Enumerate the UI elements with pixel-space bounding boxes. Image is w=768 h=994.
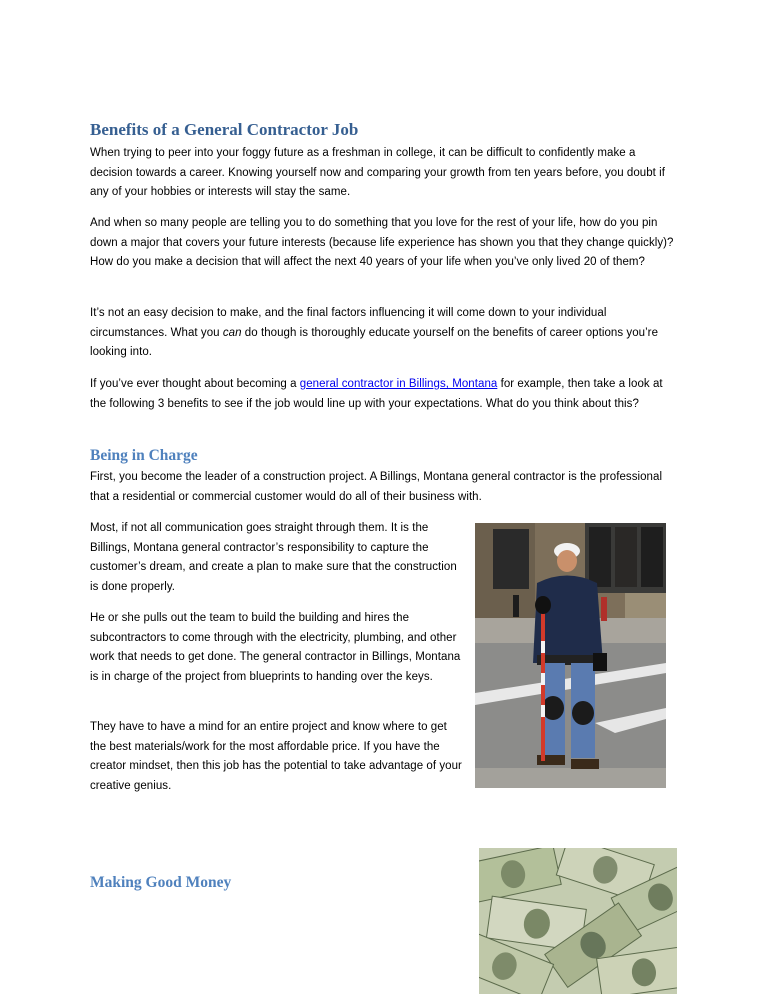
section-heading-making-good-money: Making Good Money — [90, 874, 232, 891]
contractor-worker-photo — [475, 523, 666, 788]
money-photo — [479, 848, 677, 994]
section-heading-being-in-charge: Being in Charge — [90, 447, 198, 464]
intro-paragraph-4 — [90, 375, 678, 414]
intro-paragraph-2: And when so many people are telling you to do something that you love for the rest of your life, how do you pin down a major that covers your future interests (because life experience has shown you that they change quickly)? How do you make a decision that will affect the next 40 years of your life when you’ve only lived 20 of them? — [90, 217, 674, 268]
intro-paragraph-4-text-b: for example, then take a look at the following 3 benefits to see if the job would line up with your expectations. What do you think about this? — [90, 378, 663, 410]
intro-paragraph-3-text-b: do though is thoroughly educate yourself on the benefits of career options you’re looking into. — [90, 326, 659, 358]
worker-illustration — [475, 523, 666, 788]
section1-paragraph-4: They have to have a mind for an entire project and know where to get the best materials/work for the most affordable price. If you have the creator mindset, then this job has the potential to take advantage of your creative genius. — [90, 721, 462, 792]
intro-paragraph-1: When trying to peer into your foggy future as a freshman in college, it can be difficult to confidently make a decision towards a career. Knowing yourself now and comparing your growth from ten years before, you doubt if any of your hobbies or interests will stay the same. — [90, 147, 666, 198]
section1-paragraph-2: Most, if not all communication goes straight through them. It is the Billings, Montana general contractor’s responsibility to capture the customer’s dream, and create a plan to make sure that the construction is done properly. — [90, 522, 457, 593]
section1-paragraph-3: He or she pulls out the team to build the building and hires the subcontractors to come through with the electricity, plumbing, and other work that needs to get done. The general contractor in Billings, Montana is in charge of the project from blueprints to handing over the keys. — [90, 612, 461, 683]
money-illustration — [479, 848, 677, 994]
emphasis-can: can — [222, 326, 242, 339]
intro-paragraph-3-text-a: It’s not an easy decision to make, and the final factors influencing it will come down to your individual circumstances. What you — [90, 307, 607, 339]
intro-paragraph-3 — [90, 304, 678, 363]
intro-paragraph-4-text-a: If you’ve ever thought about becoming a — [90, 378, 300, 390]
article-title: Benefits of a General Contractor Job — [90, 120, 359, 139]
section1-paragraph-1: First, you become the leader of a construction project. A Billings, Montana general contractor is the professional that a residential or commercial customer would do all of their business with. — [90, 471, 663, 503]
general-contractor-link[interactable]: general contractor in Billings, Montana — [299, 378, 498, 390]
